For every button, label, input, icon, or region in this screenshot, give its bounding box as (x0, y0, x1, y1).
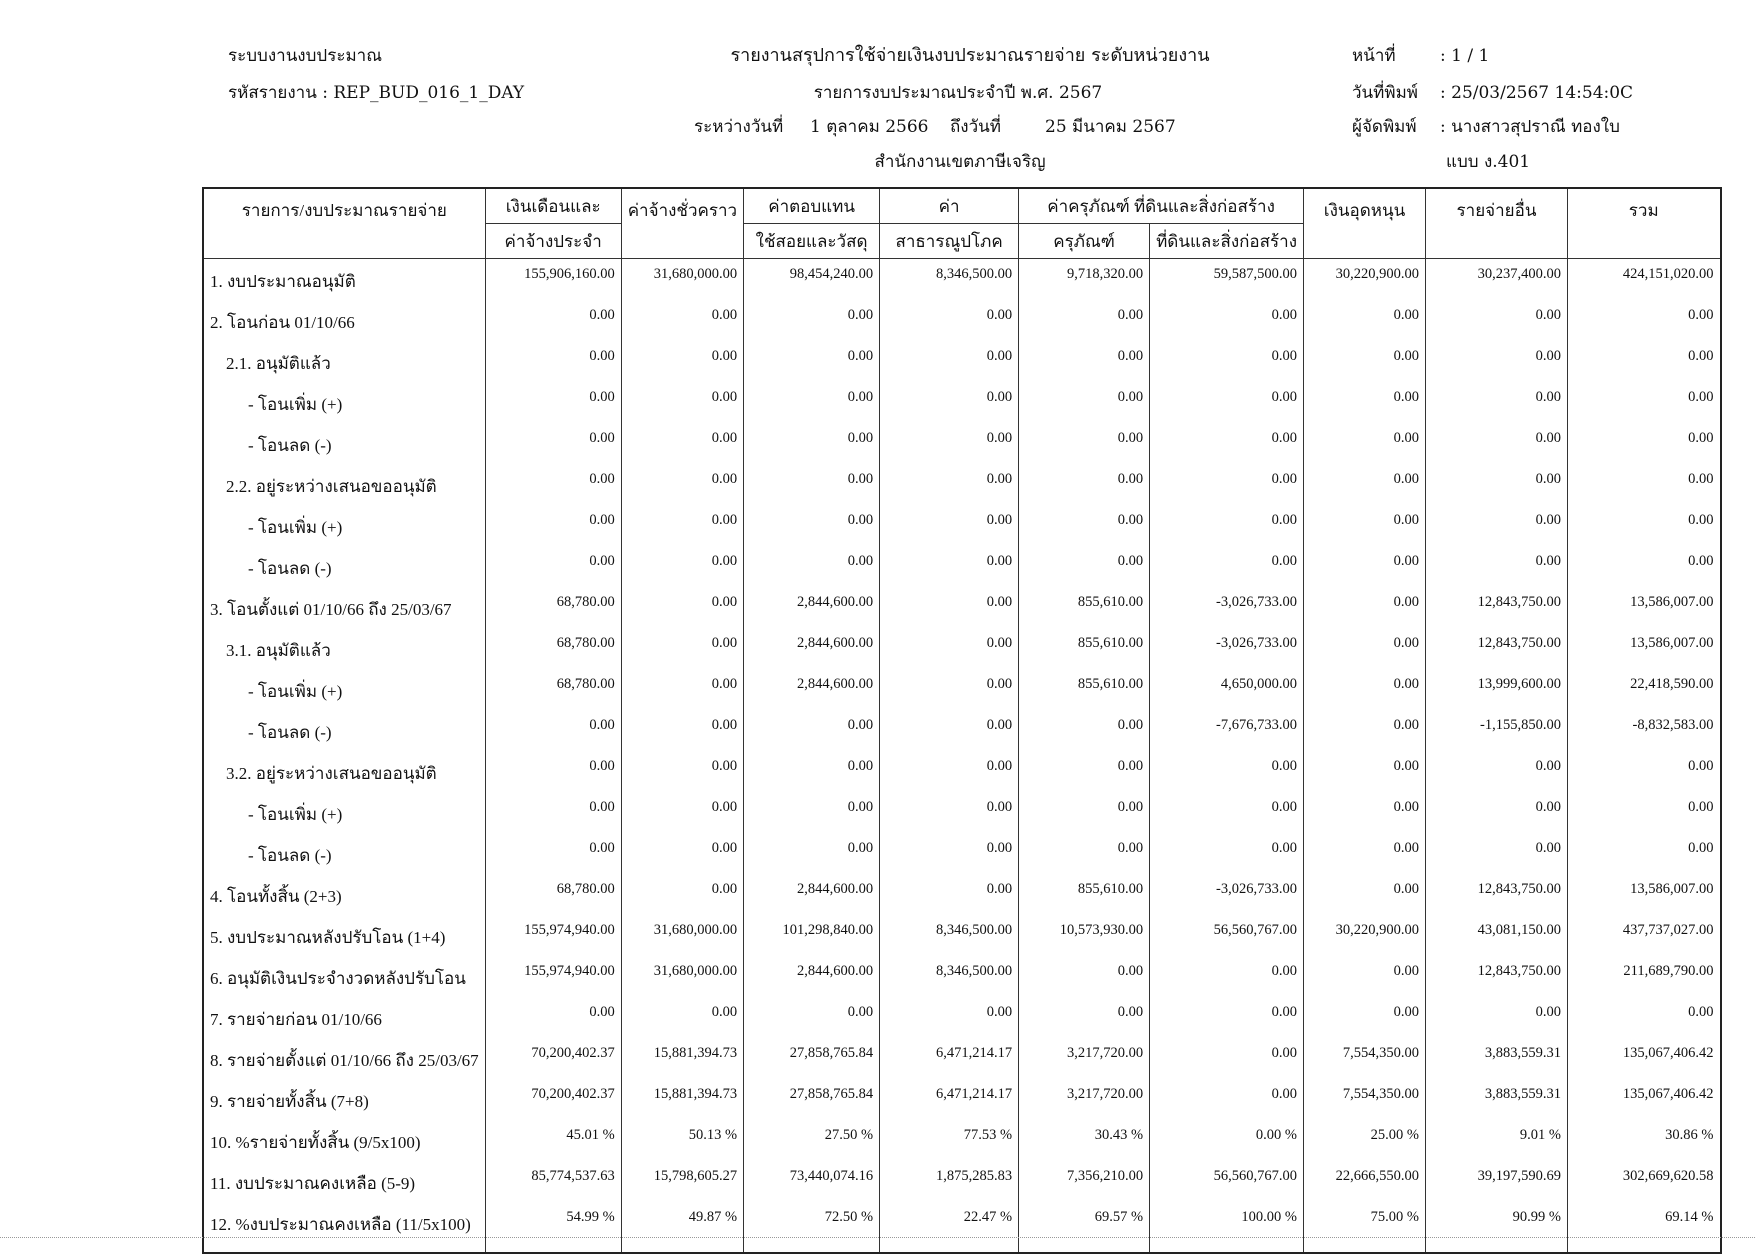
value-cell: -3,026,733.00 (1150, 628, 1304, 669)
value-cell: 101,298,840.00 (744, 915, 880, 956)
value-cell: 0.00 (485, 751, 621, 792)
col-durable-group: ค่าครุภัณฑ์ ที่ดินและสิ่งก่อสร้าง (1019, 188, 1304, 224)
value-cell: 0.00 (1568, 833, 1721, 874)
table-row (203, 1161, 1721, 1202)
value-cell: 135,067,406.42 (1568, 1079, 1721, 1120)
value-cell: 12,843,750.00 (1426, 956, 1568, 997)
value-cell: 12,843,750.00 (1426, 628, 1568, 669)
value-cell: 3,217,720.00 (1019, 1079, 1150, 1120)
value-cell: 9.01 % (1426, 1120, 1568, 1161)
value-cell: 22.47 % (880, 1202, 1019, 1253)
value-cell: 68,780.00 (485, 587, 621, 628)
value-cell: 31,680,000.00 (621, 915, 743, 956)
value-cell: 0.00 (1150, 833, 1304, 874)
row-label: 3.1. อนุมัติแล้ว (203, 628, 485, 669)
value-cell: 0.00 (1304, 300, 1426, 341)
value-cell: 0.00 (1304, 956, 1426, 997)
value-cell: 15,798,605.27 (621, 1161, 743, 1202)
value-cell: 0.00 (744, 833, 880, 874)
value-cell: 0.00 (621, 382, 743, 423)
value-cell: 0.00 (1019, 546, 1150, 587)
col-temp-wage: ค่าจ้างชั่วคราว (621, 188, 743, 259)
value-cell: 25.00 % (1304, 1120, 1426, 1161)
value-cell: 7,554,350.00 (1304, 1038, 1426, 1079)
value-cell: 0.00 (880, 341, 1019, 382)
row-label: - โอนเพิ่ม (+) (203, 792, 485, 833)
value-cell: 855,610.00 (1019, 669, 1150, 710)
value-cell: 85,774,537.63 (485, 1161, 621, 1202)
scan-border-line (0, 1237, 1755, 1238)
row-label: 2. โอนก่อน 01/10/66 (203, 300, 485, 341)
value-cell: 0.00 (621, 669, 743, 710)
value-cell: 69.57 % (1019, 1202, 1150, 1253)
value-cell: 0.00 (1019, 300, 1150, 341)
value-cell: 7,356,210.00 (1019, 1161, 1150, 1202)
value-cell: 0.00 (1426, 464, 1568, 505)
value-cell: 855,610.00 (1019, 587, 1150, 628)
value-cell: 0.00 (1426, 505, 1568, 546)
table-row (203, 669, 1721, 710)
table-row (203, 1079, 1721, 1120)
value-cell: 0.00 (880, 833, 1019, 874)
value-cell: 0.00 (1019, 382, 1150, 423)
value-cell: 50.13 % (621, 1120, 743, 1161)
value-cell: 0.00 (880, 546, 1019, 587)
period-to: 25 มีนาคม 2567 (1045, 117, 1176, 137)
value-cell: 0.00 (1304, 874, 1426, 915)
value-cell: 0.00 (1150, 751, 1304, 792)
value-cell: 0.00 (1150, 956, 1304, 997)
value-cell: 0.00 (1150, 464, 1304, 505)
row-label: - โอนลด (-) (203, 710, 485, 751)
value-cell: 0.00 (1304, 792, 1426, 833)
value-cell: 8,346,500.00 (880, 915, 1019, 956)
value-cell: 0.00 (1304, 546, 1426, 587)
value-cell: 0.00 (1426, 341, 1568, 382)
value-cell: 43,081,150.00 (1426, 915, 1568, 956)
value-cell: 0.00 (1150, 505, 1304, 546)
table-row (203, 1202, 1721, 1253)
value-cell: 0.00 (1150, 997, 1304, 1038)
value-cell: 15,881,394.73 (621, 1038, 743, 1079)
row-label: - โอนลด (-) (203, 833, 485, 874)
value-cell: 3,883,559.31 (1426, 1079, 1568, 1120)
table-row (203, 423, 1721, 464)
value-cell: 72.50 % (744, 1202, 880, 1253)
value-cell: 0.00 (1568, 505, 1721, 546)
col-compensation-2: ใช้สอยและวัสดุ (744, 224, 880, 259)
value-cell: 0.00 (621, 546, 743, 587)
value-cell: 6,471,214.17 (880, 1038, 1019, 1079)
value-cell: 0.00 (1426, 423, 1568, 464)
col-other: รายจ่ายอื่น (1426, 188, 1568, 259)
row-label: 6. อนุมัติเงินประจำงวดหลังปรับโอน (203, 956, 485, 997)
page-label: หน้าที่ (1352, 46, 1396, 66)
value-cell: 0.00 (621, 833, 743, 874)
value-cell: 56,560,767.00 (1150, 915, 1304, 956)
value-cell: 0.00 (485, 382, 621, 423)
value-cell: 13,586,007.00 (1568, 628, 1721, 669)
value-cell: 70,200,402.37 (485, 1038, 621, 1079)
value-cell: 0.00 (621, 874, 743, 915)
value-cell: 2,844,600.00 (744, 628, 880, 669)
table-row (203, 259, 1721, 300)
value-cell: 22,666,550.00 (1304, 1161, 1426, 1202)
form-code: แบบ ง.401 (1446, 152, 1531, 172)
value-cell: 0.00 (1568, 751, 1721, 792)
report-code: รหัสรายงาน : REP_BUD_016_1_DAY (228, 83, 525, 103)
value-cell: 90.99 % (1426, 1202, 1568, 1253)
table-row (203, 546, 1721, 587)
value-cell: 0.00 (744, 341, 880, 382)
row-label: - โอนลด (-) (203, 423, 485, 464)
value-cell: 0.00 (1150, 300, 1304, 341)
value-cell: -3,026,733.00 (1150, 874, 1304, 915)
value-cell: 0.00 (1426, 546, 1568, 587)
col-subsidy: เงินอุดหนุน (1304, 188, 1426, 259)
value-cell: 0.00 (1019, 997, 1150, 1038)
row-label: 5. งบประมาณหลังปรับโอน (1+4) (203, 915, 485, 956)
value-cell: 13,586,007.00 (1568, 587, 1721, 628)
col-total: รวม (1568, 188, 1721, 259)
value-cell: 0.00 (1568, 341, 1721, 382)
table-row (203, 587, 1721, 628)
table-row (203, 1038, 1721, 1079)
value-cell: 0.00 (1304, 751, 1426, 792)
office-name: สำนักงานเขตภาษีเจริญ (874, 152, 1046, 172)
value-cell: -3,026,733.00 (1150, 587, 1304, 628)
value-cell: 0.00 (744, 546, 880, 587)
value-cell: 27,858,765.84 (744, 1079, 880, 1120)
value-cell: 0.00 (1304, 505, 1426, 546)
value-cell: 0.00 (621, 300, 743, 341)
col-compensation-1: ค่าตอบแทน (744, 188, 880, 224)
value-cell: 0.00 (744, 464, 880, 505)
value-cell: 0.00 (880, 300, 1019, 341)
table-row (203, 464, 1721, 505)
report-title: รายงานสรุปการใช้จ่ายเงินงบประมาณรายจ่าย ระดับหน่วยงาน (730, 45, 1210, 66)
value-cell: 59,587,500.00 (1150, 259, 1304, 300)
value-cell: 0.00 (485, 546, 621, 587)
period-from: 1 ตุลาคม 2566 (810, 117, 929, 137)
value-cell: 73,440,074.16 (744, 1161, 880, 1202)
col-utilities-1: ค่า (880, 188, 1019, 224)
value-cell: 0.00 (880, 669, 1019, 710)
table-row (203, 956, 1721, 997)
value-cell: 0.00 (880, 792, 1019, 833)
value-cell: 3,883,559.31 (1426, 1038, 1568, 1079)
value-cell: 13,999,600.00 (1426, 669, 1568, 710)
row-label: 8. รายจ่ายตั้งแต่ 01/10/66 ถึง 25/03/67 (203, 1038, 485, 1079)
value-cell: 0.00 (1568, 546, 1721, 587)
value-cell: 0.00 (744, 710, 880, 751)
value-cell: 0.00 (1150, 1079, 1304, 1120)
value-cell: 70,200,402.37 (485, 1079, 621, 1120)
value-cell: 424,151,020.00 (1568, 259, 1721, 300)
table-row (203, 751, 1721, 792)
value-cell: 0.00 (1150, 1038, 1304, 1079)
printed-by-label: ผู้จัดพิมพ์ (1352, 117, 1417, 137)
table-row (203, 915, 1721, 956)
col-land-building: ที่ดินและสิ่งก่อสร้าง (1150, 224, 1304, 259)
period-from-label: ระหว่างวันที่ (694, 117, 784, 137)
value-cell: 30,237,400.00 (1426, 259, 1568, 300)
row-label: 12. %งบประมาณคงเหลือ (11/5x100) (203, 1202, 485, 1253)
value-cell: 0.00 (1150, 546, 1304, 587)
value-cell: 31,680,000.00 (621, 956, 743, 997)
table-row (203, 874, 1721, 915)
value-cell: 8,346,500.00 (880, 259, 1019, 300)
value-cell: 0.00 (880, 874, 1019, 915)
value-cell: 1,875,285.83 (880, 1161, 1019, 1202)
value-cell: 0.00 (1568, 423, 1721, 464)
value-cell: 98,454,240.00 (744, 259, 880, 300)
value-cell: 0.00 (1019, 833, 1150, 874)
value-cell: 68,780.00 (485, 628, 621, 669)
value-cell: 75.00 % (1304, 1202, 1426, 1253)
value-cell: 12,843,750.00 (1426, 874, 1568, 915)
value-cell: 855,610.00 (1019, 874, 1150, 915)
value-cell: 22,418,590.00 (1568, 669, 1721, 710)
value-cell: 0.00 (1304, 382, 1426, 423)
col-durable: ครุภัณฑ์ (1019, 224, 1150, 259)
value-cell: 27.50 % (744, 1120, 880, 1161)
value-cell: 0.00 (1019, 464, 1150, 505)
value-cell: 0.00 (1426, 300, 1568, 341)
value-cell: 0.00 (621, 464, 743, 505)
row-label: 7. รายจ่ายก่อน 01/10/66 (203, 997, 485, 1038)
value-cell: 0.00 (744, 792, 880, 833)
page-value: : 1 / 1 (1440, 46, 1490, 66)
value-cell: 0.00 (1426, 382, 1568, 423)
value-cell: 0.00 (744, 997, 880, 1038)
value-cell: 0.00 (485, 464, 621, 505)
value-cell: 0.00 (485, 710, 621, 751)
value-cell: 10,573,930.00 (1019, 915, 1150, 956)
printed-by-value: : นางสาวสุปราณี ทองใบ (1440, 117, 1620, 137)
value-cell: 0.00 (1019, 956, 1150, 997)
value-cell: 0.00 (621, 710, 743, 751)
header-row-1 (203, 188, 1721, 224)
value-cell: 0.00 (744, 382, 880, 423)
value-cell: 0.00 (880, 505, 1019, 546)
value-cell: 0.00 (1304, 341, 1426, 382)
table-row (203, 341, 1721, 382)
value-cell: 56,560,767.00 (1150, 1161, 1304, 1202)
value-cell: 0.00 (621, 341, 743, 382)
value-cell: 0.00 (880, 423, 1019, 464)
value-cell: 437,737,027.00 (1568, 915, 1721, 956)
row-label: 3.2. อยู่ระหว่างเสนอขออนุมัติ (203, 751, 485, 792)
value-cell: 69.14 % (1568, 1202, 1721, 1253)
table-row (203, 792, 1721, 833)
value-cell: 0.00 (744, 751, 880, 792)
value-cell: 0.00 (880, 751, 1019, 792)
value-cell: 0.00 % (1150, 1120, 1304, 1161)
value-cell: 0.00 (1426, 833, 1568, 874)
value-cell: 7,554,350.00 (1304, 1079, 1426, 1120)
value-cell: 0.00 (1150, 341, 1304, 382)
value-cell: 13,586,007.00 (1568, 874, 1721, 915)
row-label: 11. งบประมาณคงเหลือ (5-9) (203, 1161, 485, 1202)
value-cell: 0.00 (1304, 587, 1426, 628)
value-cell: 0.00 (880, 628, 1019, 669)
value-cell: 0.00 (1150, 423, 1304, 464)
value-cell: 100.00 % (1150, 1202, 1304, 1253)
value-cell: 0.00 (621, 587, 743, 628)
value-cell: 68,780.00 (485, 669, 621, 710)
value-cell: 0.00 (485, 423, 621, 464)
value-cell: 211,689,790.00 (1568, 956, 1721, 997)
value-cell: 302,669,620.58 (1568, 1161, 1721, 1202)
print-date-label: วันที่พิมพ์ (1352, 83, 1418, 103)
col-item: รายการ/งบประมาณรายจ่าย (203, 188, 485, 259)
table-row (203, 382, 1721, 423)
value-cell: 0.00 (880, 587, 1019, 628)
value-cell: 0.00 (485, 300, 621, 341)
value-cell: 0.00 (880, 710, 1019, 751)
value-cell: 0.00 (1304, 669, 1426, 710)
value-cell: 0.00 (1426, 792, 1568, 833)
value-cell: 27,858,765.84 (744, 1038, 880, 1079)
value-cell: 0.00 (621, 792, 743, 833)
value-cell: 0.00 (1568, 464, 1721, 505)
table-row (203, 833, 1721, 874)
row-label: 2.1. อนุมัติแล้ว (203, 341, 485, 382)
value-cell: 0.00 (1426, 751, 1568, 792)
value-cell: 30.86 % (1568, 1120, 1721, 1161)
period-to-label: ถึงวันที่ (950, 117, 1001, 137)
value-cell: 0.00 (880, 464, 1019, 505)
value-cell: -7,676,733.00 (1150, 710, 1304, 751)
value-cell: 0.00 (485, 792, 621, 833)
table-row (203, 505, 1721, 546)
value-cell: 39,197,590.69 (1426, 1161, 1568, 1202)
value-cell: 0.00 (485, 341, 621, 382)
value-cell: 0.00 (1304, 423, 1426, 464)
report-subtitle: รายการงบประมาณประจำปี พ.ศ. 2567 (813, 83, 1103, 103)
value-cell: 4,650,000.00 (1150, 669, 1304, 710)
value-cell: 2,844,600.00 (744, 874, 880, 915)
value-cell: 30.43 % (1019, 1120, 1150, 1161)
value-cell: 0.00 (1019, 341, 1150, 382)
value-cell: -1,155,850.00 (1426, 710, 1568, 751)
value-cell: 0.00 (1304, 833, 1426, 874)
value-cell: 31,680,000.00 (621, 259, 743, 300)
row-label: 2.2. อยู่ระหว่างเสนอขออนุมัติ (203, 464, 485, 505)
value-cell: 49.87 % (621, 1202, 743, 1253)
value-cell: 30,220,900.00 (1304, 259, 1426, 300)
value-cell: 0.00 (744, 505, 880, 546)
value-cell: 30,220,900.00 (1304, 915, 1426, 956)
row-label: 9. รายจ่ายทั้งสิ้น (7+8) (203, 1079, 485, 1120)
value-cell: 6,471,214.17 (880, 1079, 1019, 1120)
value-cell: 155,906,160.00 (485, 259, 621, 300)
row-label: 4. โอนทั้งสิ้น (2+3) (203, 874, 485, 915)
value-cell: 0.00 (1019, 751, 1150, 792)
table-row (203, 300, 1721, 341)
value-cell: 15,881,394.73 (621, 1079, 743, 1120)
value-cell: 77.53 % (880, 1120, 1019, 1161)
value-cell: 12,843,750.00 (1426, 587, 1568, 628)
value-cell: 0.00 (880, 382, 1019, 423)
value-cell: 0.00 (621, 505, 743, 546)
table-row (203, 1120, 1721, 1161)
row-label: - โอนเพิ่ม (+) (203, 505, 485, 546)
col-utilities-2: สาธารณูปโภค (880, 224, 1019, 259)
value-cell: 0.00 (1304, 628, 1426, 669)
row-label: - โอนเพิ่ม (+) (203, 382, 485, 423)
value-cell: 0.00 (1150, 382, 1304, 423)
value-cell: 2,844,600.00 (744, 669, 880, 710)
value-cell: 0.00 (485, 997, 621, 1038)
value-cell: 45.01 % (485, 1120, 621, 1161)
row-label: 3. โอนตั้งแต่ 01/10/66 ถึง 25/03/67 (203, 587, 485, 628)
value-cell: 0.00 (1019, 505, 1150, 546)
value-cell: 0.00 (1019, 792, 1150, 833)
table-row (203, 628, 1721, 669)
row-label: - โอนลด (-) (203, 546, 485, 587)
value-cell: 0.00 (1304, 464, 1426, 505)
value-cell: 9,718,320.00 (1019, 259, 1150, 300)
row-label: 1. งบประมาณอนุมัติ (203, 259, 485, 300)
table-row (203, 997, 1721, 1038)
value-cell: 8,346,500.00 (880, 956, 1019, 997)
value-cell: 0.00 (1568, 997, 1721, 1038)
row-label: - โอนเพิ่ม (+) (203, 669, 485, 710)
print-date-value: : 25/03/2567 14:54:0C (1440, 83, 1634, 103)
row-label: 10. %รายจ่ายทั้งสิ้น (9/5x100) (203, 1120, 485, 1161)
value-cell: 0.00 (621, 423, 743, 464)
table-row (203, 710, 1721, 751)
value-cell: 0.00 (485, 833, 621, 874)
value-cell: 0.00 (621, 628, 743, 669)
value-cell: 0.00 (744, 423, 880, 464)
value-cell: 3,217,720.00 (1019, 1038, 1150, 1079)
value-cell: 2,844,600.00 (744, 956, 880, 997)
col-salary-2: ค่าจ้างประจำ (485, 224, 621, 259)
value-cell: 0.00 (1019, 710, 1150, 751)
value-cell: 0.00 (1426, 997, 1568, 1038)
value-cell: 0.00 (1568, 300, 1721, 341)
value-cell: 0.00 (621, 997, 743, 1038)
value-cell: 54.99 % (485, 1202, 621, 1253)
value-cell: 0.00 (621, 751, 743, 792)
budget-table (202, 187, 1722, 1254)
system-name: ระบบงานงบประมาณ (228, 46, 382, 66)
value-cell: 155,974,940.00 (485, 915, 621, 956)
value-cell: 0.00 (1304, 997, 1426, 1038)
value-cell: 68,780.00 (485, 874, 621, 915)
value-cell: 0.00 (1150, 792, 1304, 833)
value-cell: 0.00 (880, 997, 1019, 1038)
value-cell: 135,067,406.42 (1568, 1038, 1721, 1079)
value-cell: 0.00 (1568, 382, 1721, 423)
col-salary-1: เงินเดือนและ (485, 188, 621, 224)
value-cell: 0.00 (485, 505, 621, 546)
value-cell: 0.00 (1019, 423, 1150, 464)
value-cell: -8,832,583.00 (1568, 710, 1721, 751)
value-cell: 155,974,940.00 (485, 956, 621, 997)
value-cell: 0.00 (744, 300, 880, 341)
value-cell: 2,844,600.00 (744, 587, 880, 628)
value-cell: 0.00 (1304, 710, 1426, 751)
value-cell: 855,610.00 (1019, 628, 1150, 669)
value-cell: 0.00 (1568, 792, 1721, 833)
